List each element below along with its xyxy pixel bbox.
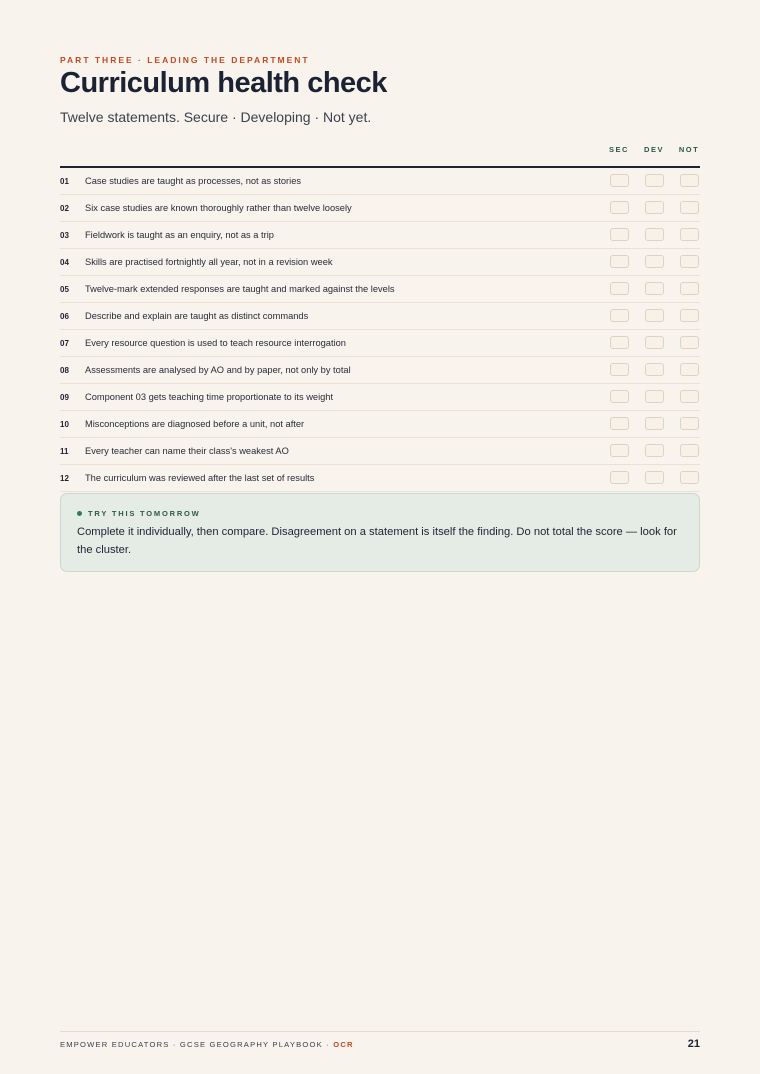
checkbox-not-yet[interactable] xyxy=(680,255,699,268)
statement-number: 12 xyxy=(60,473,69,483)
statement-row xyxy=(60,249,700,276)
statement-text: Assessments are analysed by AO and by paper, not only by total xyxy=(85,365,351,375)
statement-number: 01 xyxy=(60,176,69,186)
checkbox-secure[interactable] xyxy=(610,471,629,484)
callout-body: Complete it individually, then compare. Disagreement on a statement is itself the finding. Do not total the score — look for the cluster. xyxy=(77,526,677,556)
column-header-not-yet: NOT xyxy=(678,145,700,154)
statement-number: 08 xyxy=(60,365,69,375)
checkbox-developing[interactable] xyxy=(645,174,664,187)
checkbox-secure[interactable] xyxy=(610,309,629,322)
statement-row xyxy=(60,384,700,411)
checkbox-secure[interactable] xyxy=(610,201,629,214)
statement-row xyxy=(60,168,700,195)
checkbox-developing[interactable] xyxy=(645,255,664,268)
checkbox-not-yet[interactable] xyxy=(680,471,699,484)
statement-text: Describe and explain are taught as distinct commands xyxy=(85,311,309,321)
statement-number: 03 xyxy=(60,230,69,240)
statement-number: 10 xyxy=(60,419,69,429)
footer-rule xyxy=(60,1031,700,1032)
try-this-tomorrow-callout xyxy=(60,493,700,572)
statement-number: 11 xyxy=(60,446,69,456)
checkbox-not-yet[interactable] xyxy=(680,417,699,430)
checkbox-secure[interactable] xyxy=(610,444,629,457)
checkbox-not-yet[interactable] xyxy=(680,228,699,241)
statement-text: Twelve-mark extended responses are taught and marked against the levels xyxy=(85,284,395,294)
section-kicker: PART THREE · LEADING THE DEPARTMENT xyxy=(60,55,310,65)
checkbox-not-yet[interactable] xyxy=(680,201,699,214)
checkbox-secure[interactable] xyxy=(610,255,629,268)
checkbox-secure[interactable] xyxy=(610,282,629,295)
checkbox-not-yet[interactable] xyxy=(680,363,699,376)
page xyxy=(60,0,700,1074)
checkbox-secure[interactable] xyxy=(610,363,629,376)
checkbox-secure[interactable] xyxy=(610,390,629,403)
statement-number: 07 xyxy=(60,338,69,348)
footer-publication-text: EMPOWER EDUCATORS · GCSE GEOGRAPHY PLAYBOOK · xyxy=(60,1040,334,1049)
callout-tag xyxy=(77,509,201,518)
column-header-developing: DEV xyxy=(644,145,664,154)
checkbox-developing[interactable] xyxy=(645,336,664,349)
column-header-secure: SEC xyxy=(609,145,629,154)
statement-text: Six case studies are known thoroughly rather than twelve loosely xyxy=(85,203,352,213)
checkbox-developing[interactable] xyxy=(645,417,664,430)
checkbox-developing[interactable] xyxy=(645,309,664,322)
bullet-dot-icon xyxy=(77,511,82,516)
statement-number: 09 xyxy=(60,392,69,402)
checkbox-secure[interactable] xyxy=(610,336,629,349)
statement-text: Every resource question is used to teach resource interrogation xyxy=(85,338,346,348)
checkbox-developing[interactable] xyxy=(645,363,664,376)
checkbox-developing[interactable] xyxy=(645,471,664,484)
checkbox-developing[interactable] xyxy=(645,201,664,214)
statement-text: Skills are practised fortnightly all year, not in a revision week xyxy=(85,257,333,267)
checkbox-secure[interactable] xyxy=(610,174,629,187)
statement-list xyxy=(60,168,700,492)
statement-row xyxy=(60,330,700,357)
statement-text: Misconceptions are diagnosed before a unit, not after xyxy=(85,419,305,429)
statement-text: Component 03 gets teaching time proportionate to its weight xyxy=(85,392,334,402)
statement-row xyxy=(60,195,700,222)
statement-text: The curriculum was reviewed after the last set of results xyxy=(85,473,315,483)
statement-number: 02 xyxy=(60,203,69,213)
checkbox-not-yet[interactable] xyxy=(680,336,699,349)
checkbox-not-yet[interactable] xyxy=(680,174,699,187)
statement-row xyxy=(60,438,700,465)
callout-tag-label: TRY THIS TOMORROW xyxy=(88,509,201,518)
statement-row xyxy=(60,276,700,303)
footer-board: OCR xyxy=(333,1040,354,1049)
statement-text: Fieldwork is taught as an enquiry, not as a trip xyxy=(85,230,274,240)
statement-row xyxy=(60,222,700,249)
statement-row xyxy=(60,411,700,438)
checkbox-developing[interactable] xyxy=(645,390,664,403)
checkbox-secure[interactable] xyxy=(610,417,629,430)
statement-number: 04 xyxy=(60,257,69,267)
statement-row xyxy=(60,465,700,492)
checkbox-developing[interactable] xyxy=(645,282,664,295)
checkbox-developing[interactable] xyxy=(645,228,664,241)
page-subtitle: Twelve statements. Secure · Developing · Not yet. xyxy=(60,109,372,125)
statement-number: 05 xyxy=(60,284,69,294)
checkbox-not-yet[interactable] xyxy=(680,444,699,457)
statement-row xyxy=(60,303,700,330)
checkbox-developing[interactable] xyxy=(645,444,664,457)
page-number: 21 xyxy=(687,1038,700,1050)
statement-number: 06 xyxy=(60,311,69,321)
footer-publication xyxy=(60,1040,354,1049)
statement-text: Every teacher can name their class's weakest AO xyxy=(85,446,289,456)
statement-text: Case studies are taught as processes, not as stories xyxy=(85,176,302,186)
checkbox-secure[interactable] xyxy=(610,228,629,241)
checkbox-not-yet[interactable] xyxy=(680,309,699,322)
page-title: Curriculum health check xyxy=(60,67,387,99)
checkbox-not-yet[interactable] xyxy=(680,282,699,295)
checkbox-not-yet[interactable] xyxy=(680,390,699,403)
statement-row xyxy=(60,357,700,384)
